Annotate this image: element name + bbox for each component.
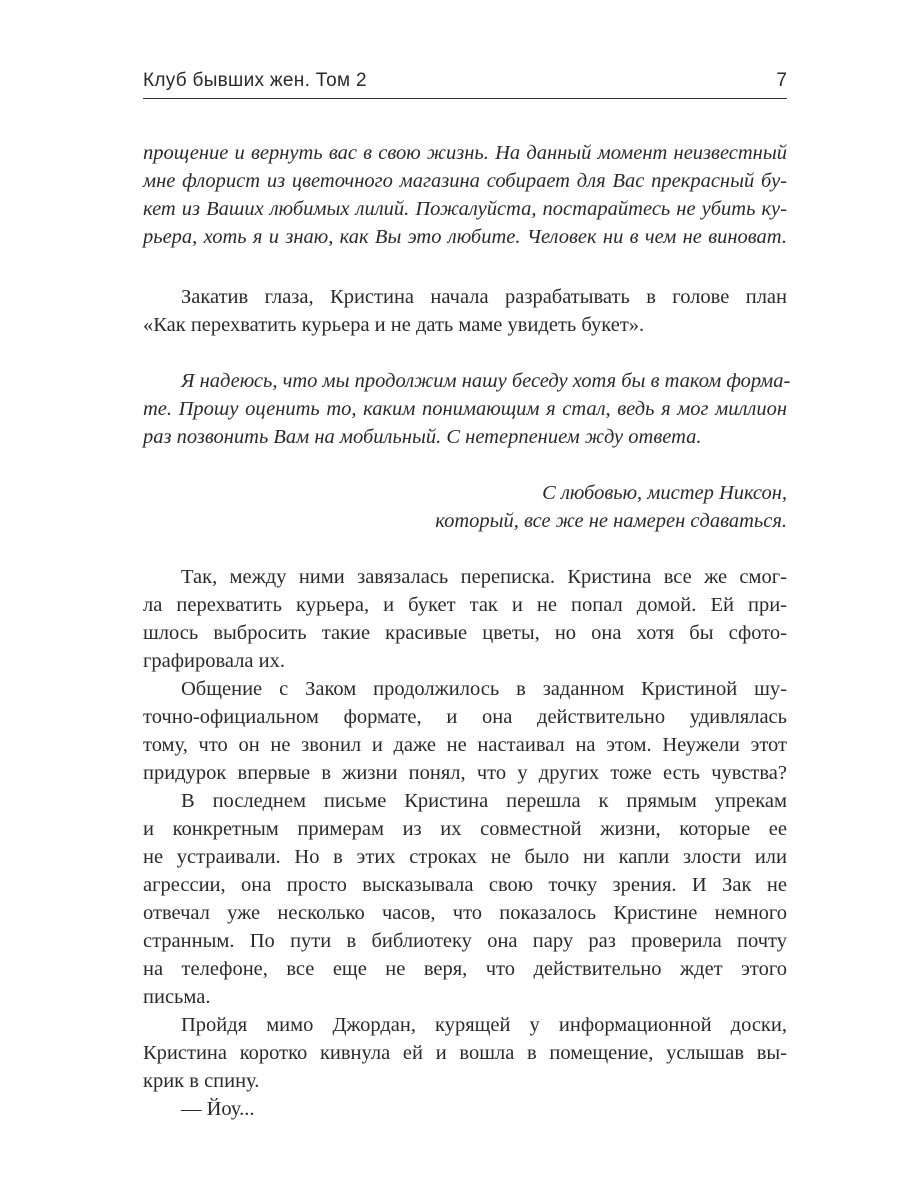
book-title: Клуб бывших жен. Том 2 <box>143 70 367 91</box>
text-line: агрессии, она просто высказывала свою точку зрения. И Зак не <box>143 874 787 896</box>
text-line: В последнем письме Кристина перешла к прямым упрекам <box>181 790 787 812</box>
text-line: — Йоу... <box>181 1098 255 1120</box>
running-header <box>143 68 787 99</box>
text-line: Так, между ними завязалась переписка. Кристина все же смог- <box>181 566 787 588</box>
text-line: шлось выбросить такие красивые цветы, но она хотя бы сфото- <box>143 622 787 644</box>
text-line: Закатив глаза, Кристина начала разрабатывать в голове план <box>181 286 787 308</box>
text-line: тому, что он не звонил и даже не настаивал на этом. Неужели этот <box>143 734 787 756</box>
text-line: который, все же не намерен сдаваться. <box>435 510 787 532</box>
text-line: Пройдя мимо Джордан, курящей у информационной доски, <box>181 1014 787 1036</box>
text-line: Я надеюсь, что мы продолжим нашу беседу хотя бы в таком форма- <box>181 370 791 392</box>
text-line: точно-официальном формате, и она действительно удивлялась <box>143 706 787 728</box>
text-line: письма. <box>143 986 211 1008</box>
text-line: отвечал уже несколько часов, что показалось Кристине немного <box>143 902 787 924</box>
page-number: 7 <box>776 70 787 91</box>
text-line: на телефоне, все еще не веря, что действительно ждет этого <box>143 958 787 980</box>
text-line: мне флорист из цветочного магазина собирает для Вас прекрасный бу- <box>143 170 787 192</box>
text-line: Кристина коротко кивнула ей и вошла в помещение, услышав вы- <box>143 1042 787 1064</box>
text-line: Общение с Заком продолжилось в заданном Кристиной шу- <box>181 678 787 700</box>
text-line: не устраивали. Но в этих строках не было ни капли злости или <box>143 846 787 868</box>
text-line: и конкретным примерам из их совместной жизни, которые ее <box>143 818 787 840</box>
text-line: рьера, хоть я и знаю, как Вы это любите. Человек ни в чем не виноват. <box>143 226 787 248</box>
text-line: прощение и вернуть вас в свою жизнь. На данный момент неизвестный <box>143 142 787 164</box>
text-line: ла перехватить курьера, и букет так и не попал домой. Ей при- <box>143 594 787 616</box>
text-line: графировала их. <box>143 650 285 672</box>
text-line: придурок впервые в жизни понял, что у других тоже есть чувства? <box>143 762 787 784</box>
text-line: странным. По пути в библиотеку она пару раз проверила почту <box>143 930 787 952</box>
text-line: крик в спину. <box>143 1070 260 1092</box>
text-line: кет из Ваших любимых лилий. Пожалуйста, постарайтесь не убить ку- <box>143 198 787 220</box>
text-line: С любовью, мистер Никсон, <box>542 482 787 504</box>
text-line: «Как перехватить курьера и не дать маме увидеть букет». <box>143 314 645 336</box>
text-line: те. Прошу оценить то, каким понимающим я стал, ведь я мог миллион <box>143 398 787 420</box>
text-line: раз позвонить Вам на мобильный. С нетерпением жду ответа. <box>143 426 702 448</box>
